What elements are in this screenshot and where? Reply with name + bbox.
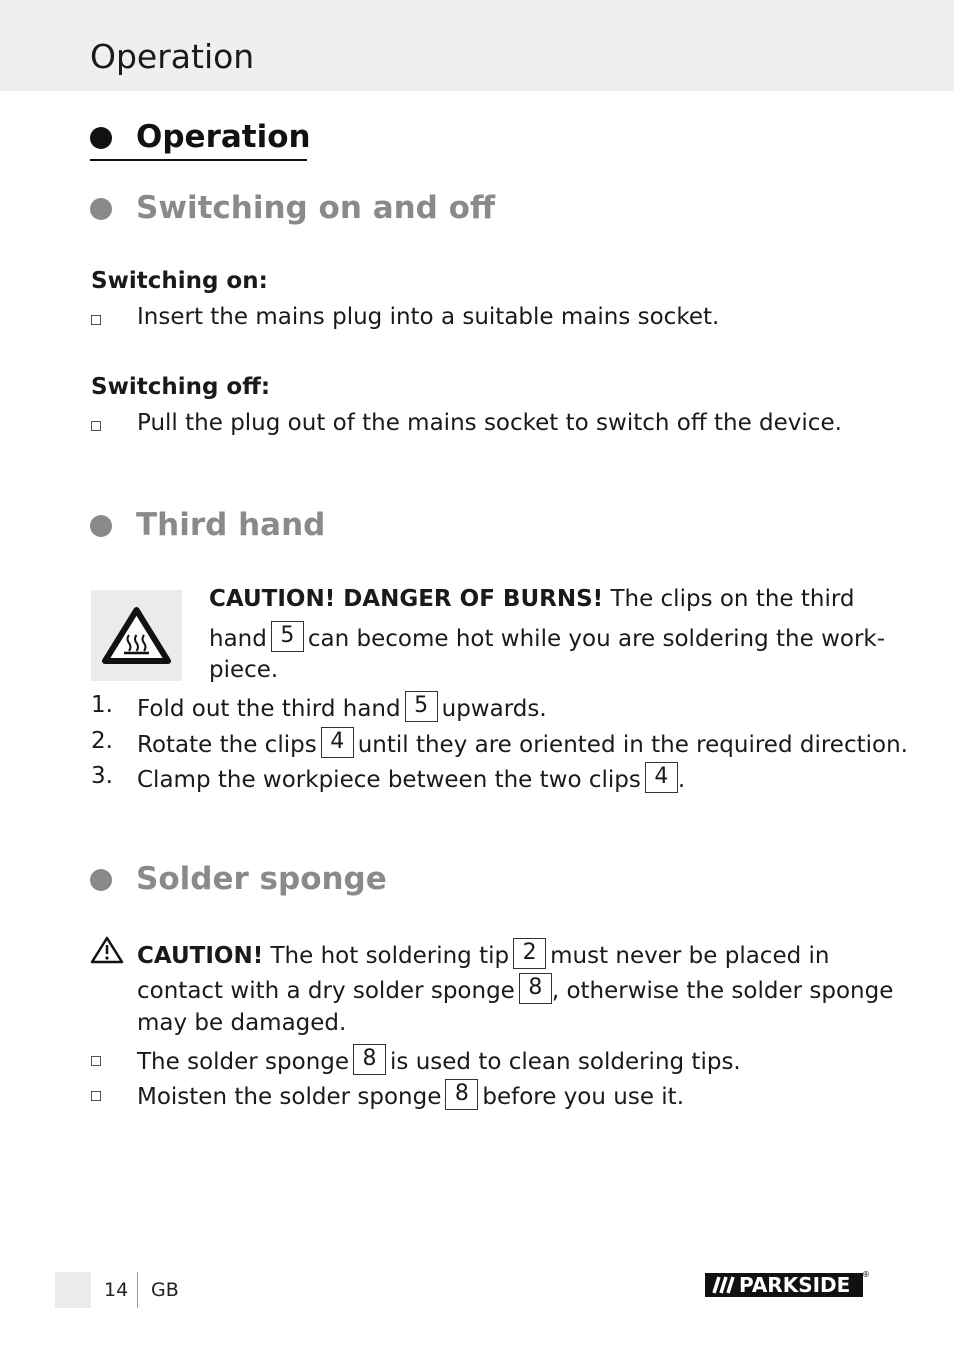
step-number: 2. <box>91 728 113 754</box>
ref-number: 2 <box>513 938 546 969</box>
sponge-item <box>137 1082 684 1113</box>
ref-number: 4 <box>321 727 354 758</box>
bullet-dot-icon <box>90 127 112 149</box>
bullet-dot-icon <box>90 515 112 537</box>
caution-label: CAUTION! <box>137 943 264 969</box>
hot-surface-warning-icon <box>91 590 182 681</box>
step-text <box>137 694 547 725</box>
step-text <box>137 765 685 796</box>
third-hand-caution-line1 <box>209 588 855 611</box>
switching-on-heading: Switching on: <box>91 268 268 294</box>
ref-number: 8 <box>445 1079 478 1110</box>
step-text-part: Fold out the third hand <box>137 696 401 722</box>
bullet-dot-icon <box>90 869 112 891</box>
sponge-caution-line3: may be damaged. <box>137 1010 347 1036</box>
section-third-hand <box>90 507 326 543</box>
warning-triangle-icon <box>90 936 124 964</box>
section-operation <box>90 119 311 155</box>
brand-slashes-icon <box>709 1275 735 1295</box>
step-text-part: upwards. <box>441 696 547 722</box>
section-operation-title: Operation <box>136 119 311 155</box>
section-solder-sponge-title: Solder sponge <box>136 861 387 897</box>
switching-off-text: Pull the plug out of the mains socket to switch off the device. <box>137 410 842 436</box>
checkbox-bullet-icon <box>91 421 101 431</box>
sponge-caution-line2 <box>137 976 893 1007</box>
brand-logo-text: PARKSIDE <box>739 1273 851 1297</box>
item-text-part: is used to clean soldering tips. <box>390 1049 741 1075</box>
third-hand-caution-line3: piece. <box>209 657 279 683</box>
page-header-title: Operation <box>90 37 255 76</box>
step-text-part: . <box>677 767 686 793</box>
ref-number: 8 <box>519 973 552 1004</box>
sponge-caution-line1 <box>137 941 829 972</box>
page-number: 14 <box>104 1279 129 1301</box>
step-text-part: Clamp the workpiece between the two clips <box>137 767 641 793</box>
step-text-part: until they are oriented in the required direction. <box>357 732 908 758</box>
hot-surface-warning <box>91 590 182 681</box>
heading-underline <box>90 159 307 161</box>
caution-text: , otherwise the solder sponge <box>551 978 894 1004</box>
ref-number: 4 <box>645 762 678 793</box>
caution-text: can become hot while you are soldering the work- <box>307 626 886 652</box>
step-number: 3. <box>91 763 113 789</box>
step-text-part: Rotate the clips <box>137 732 317 758</box>
ref-number: 5 <box>271 621 304 652</box>
language-code: GB <box>151 1279 179 1301</box>
switching-on-text: Insert the mains plug into a suitable mains socket. <box>137 304 720 330</box>
checkbox-bullet-icon <box>91 315 101 325</box>
section-switching <box>90 190 496 226</box>
item-text-part: before you use it. <box>482 1084 685 1110</box>
item-text-part: The solder sponge <box>137 1049 350 1075</box>
section-switching-title: Switching on and off <box>136 190 496 226</box>
footer-divider <box>137 1272 138 1308</box>
ref-number: 8 <box>353 1044 386 1075</box>
switching-off-heading: Switching off: <box>91 374 271 400</box>
caution-text: The hot soldering tip <box>263 943 510 969</box>
checkbox-bullet-icon <box>91 1056 101 1066</box>
section-third-hand-title: Third hand <box>136 507 326 543</box>
footer-marker <box>55 1272 91 1308</box>
checkbox-bullet-icon <box>91 1091 101 1101</box>
caution-text: The clips on the third <box>603 586 855 612</box>
section-solder-sponge <box>90 861 387 897</box>
caution-text: hand <box>209 626 267 652</box>
brand-logo <box>705 1273 863 1297</box>
step-text <box>137 730 908 761</box>
item-text-part: Moisten the solder sponge <box>137 1084 442 1110</box>
registered-mark: ® <box>862 1270 870 1279</box>
caution-label: CAUTION! DANGER OF BURNS! <box>209 586 604 612</box>
sponge-item <box>137 1047 741 1078</box>
caution-text: must never be placed in <box>550 943 830 969</box>
ref-number: 5 <box>405 691 438 722</box>
caution-text: contact with a dry solder sponge <box>137 978 515 1004</box>
bullet-dot-icon <box>90 198 112 220</box>
third-hand-caution-line2 <box>209 624 885 655</box>
step-number: 1. <box>91 692 113 718</box>
